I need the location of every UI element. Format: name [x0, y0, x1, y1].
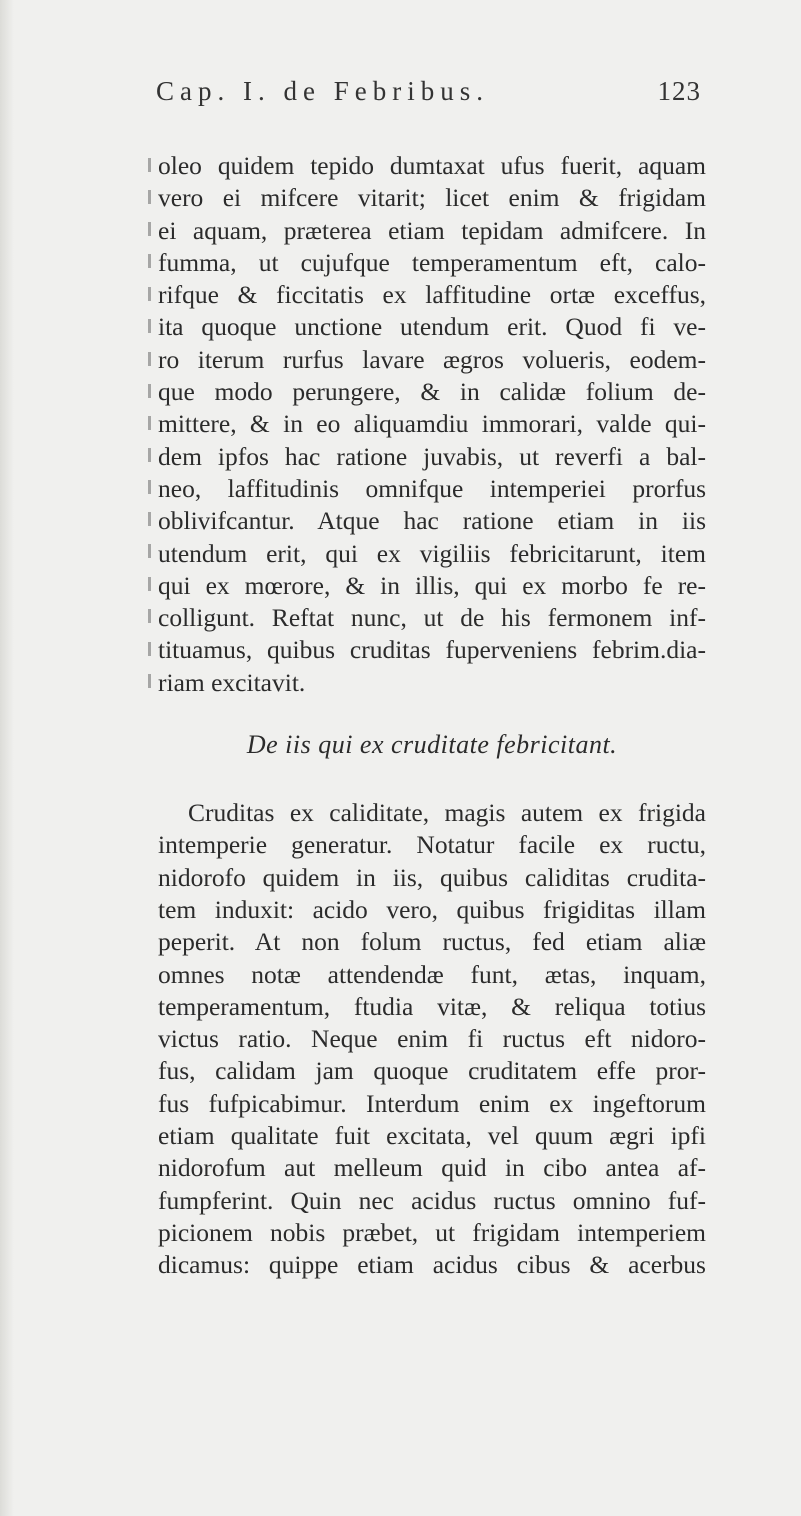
text-line: fus, calidam jam quoque cruditatem effe pror- [158, 1056, 706, 1086]
running-title: Cap. I. de Febribus. [156, 76, 489, 106]
gutter-mark [148, 480, 151, 494]
text-line: omnes notæ attendendæ funt, ætas, inquam, [158, 959, 706, 989]
text-line: dem ipfos hac ratione juvabis, ut reverfi a bal- [158, 441, 706, 471]
gutter-mark [148, 674, 151, 688]
body-text [158, 150, 706, 1282]
gutter-mark [148, 609, 151, 623]
text-line: oleo quidem tepido dumtaxat ufus fuerit, aquam [158, 151, 706, 180]
text-line: ro iterum rurfus lavare ægros volueris, eodem- [158, 344, 706, 374]
text-line: intemperie generatur. Notatur facile ex ructu, [158, 830, 706, 860]
gutter-mark [148, 222, 151, 236]
text-line: fumma, ut cujufque temperamentum eft, calo- [158, 247, 706, 277]
gutter-mark [148, 512, 151, 526]
text-line: nidorofo quidem in iis, quibus caliditas crudita- [158, 862, 706, 892]
text-line: qui ex mœrore, & in illis, qui ex morbo fe re- [158, 570, 706, 600]
gutter-marks [148, 150, 156, 1490]
running-header [156, 76, 701, 116]
page-number: 123 [657, 76, 701, 106]
gutter-mark [148, 254, 151, 268]
text-line: vero ei mifcere vitarit; licet enim & frigidam [158, 183, 706, 213]
paragraph-2 [158, 797, 706, 1281]
text-line: peperit. At non folum ructus, fed etiam aliæ [158, 927, 706, 957]
page-gutter-shadow [0, 0, 14, 1516]
gutter-mark [148, 352, 151, 366]
gutter-mark [148, 416, 151, 430]
text-line: fumpferint. Quin nec acidus ructus omnino fuf- [158, 1185, 706, 1215]
text-line: rifque & ficcitatis ex laffitudine ortæ exceffus, [158, 280, 706, 310]
gutter-mark [148, 642, 151, 656]
text-line: ei aquam, præterea etiam tepidam admifcere. In [158, 215, 706, 245]
gutter-mark [148, 158, 151, 172]
text-line: que modo perungere, & in calidæ folium de- [158, 377, 706, 407]
text-line: mittere, & in eo aliquamdiu immorari, valde qui- [158, 409, 706, 439]
text-line: picionem nobis præbet, ut frigidam intemperiem [158, 1217, 706, 1247]
text-line: riam excitavit. [158, 667, 306, 697]
text-line: Cruditas ex caliditate, magis autem ex frigida [188, 798, 706, 828]
text-line: etiam qualitate fuit excitata, vel quum ægri ipfi [158, 1121, 706, 1151]
gutter-mark [148, 190, 151, 204]
text-line: ita quoque unctione utendum erit. Quod fi ve- [158, 312, 706, 342]
text-line: utendum erit, qui ex vigiliis febricitarunt, item [158, 538, 706, 568]
text-line: dicamus: quippe etiam acidus cibus & acerbus [158, 1250, 706, 1280]
text-line: neo, laffitudinis omnifque intemperiei prorfus [158, 473, 706, 503]
gutter-mark [148, 384, 151, 398]
text-line: tem induxit: acido vero, quibus frigiditas illam [158, 894, 706, 924]
text-line: tituamus, quibus cruditas fuperveniens febrim.dia- [158, 635, 706, 665]
text-line: temperamentum, ftudia vitæ, & reliqua totius [158, 991, 706, 1021]
gutter-mark [148, 287, 151, 301]
gutter-mark [148, 577, 151, 591]
gutter-mark [148, 544, 151, 558]
text-line: colligunt. Reftat nunc, ut de his fermonem inf- [158, 603, 706, 633]
text-line: fus fufpicabimur. Interdum enim ex ingeftorum [158, 1088, 706, 1118]
paragraph-1 [158, 150, 706, 699]
text-line: oblivifcantur. Atque hac ratione etiam in iis [158, 506, 706, 536]
text-line: victus ratio. Neque enim fi ructus eft nidoro- [158, 1024, 706, 1054]
gutter-mark [148, 319, 151, 333]
text-line: nidorofum aut melleum quid in cibo antea af- [158, 1153, 706, 1183]
section-heading: De iis qui ex cruditate febricitant. [246, 730, 618, 760]
gutter-mark [148, 448, 151, 462]
